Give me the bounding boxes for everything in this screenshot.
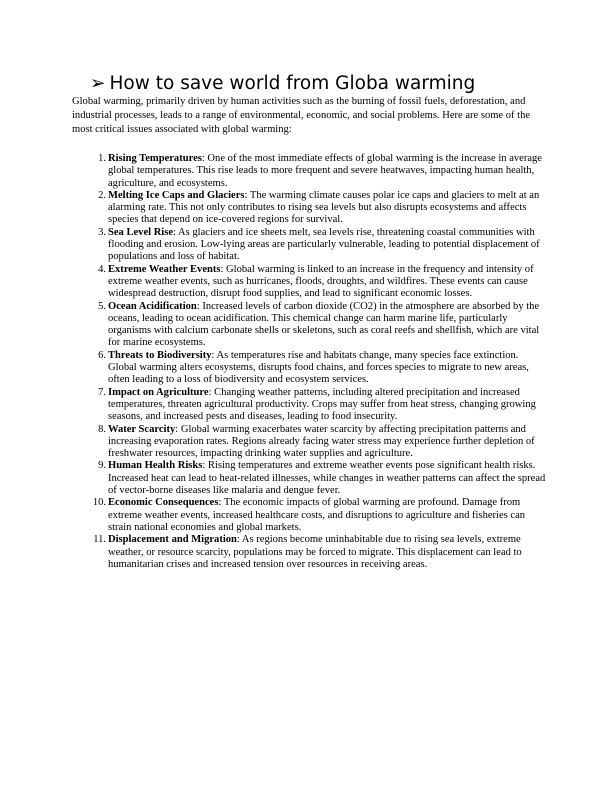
list-item-term: Rising Temperatures (108, 153, 202, 164)
list-item-text: : Changing weather patterns, including altered precipitation and increased temperatures, threaten agricultural productivity. Crops may suffer from heat stress, changing growing seasons, and increased pests and diseases, leading to food insecurity. (108, 386, 536, 423)
list-item (98, 349, 546, 387)
list-item-term: Extreme Weather Events (108, 263, 221, 275)
list-item-text: : As glaciers and ice sheets melt, sea levels rise, threatening coastal communities with flooding and erosion. Low-lying areas are particularly vulnerable, leading to potential displacement of populations and loss of habitat. (108, 226, 540, 263)
list-item-term: Human Health Risks (108, 460, 203, 472)
list-item (98, 153, 546, 190)
list-item-term: Impact on Agriculture (108, 386, 209, 398)
issues-list (92, 153, 546, 571)
list-item (93, 534, 546, 571)
list-item-number: 1. (98, 153, 106, 164)
list-item-number: 9. (98, 460, 106, 472)
list-item-term: Displacement and Migration (108, 534, 237, 546)
list-item-text: : Global warming is linked to an increase in the frequency and intensity of extreme weather events, such as hurricanes, floods, droughts, and wildfires. These events can cause widespread destruction, disrupt food supplies, and lead to significant economic losses. (108, 263, 534, 300)
list-item-text: : Global warming exacerbates water scarcity by affecting precipitation patterns and increasing evaporation rates. Regions already facing water stress may experience further depletion of freshwater resources, impacting drinking water supplies and agriculture. (108, 423, 535, 460)
list-item-number: 6. (98, 349, 106, 361)
intro-paragraph: Global warming, primarily driven by human activities such as the burning of fossil fuels, deforestation, and industrial processes, leads to a range of environmental, economic, and social problems. Here are some of the most critical issues associated with global warming: (72, 96, 531, 136)
list-item-term: Water Scarcity (108, 423, 176, 435)
list-item-term: Melting Ice Caps and Glaciers (108, 189, 245, 201)
list-item-number: 4. (98, 263, 106, 275)
list-item-text: : Rising temperatures and extreme weather events pose significant health risks. Increased heat can lead to heat-related illnesses, while changes in weather patterns can affect the spread of vector-borne diseases like malaria and dengue fever. (108, 460, 546, 497)
list-item (98, 423, 546, 461)
list-item-number: 8. (98, 423, 106, 435)
list-item-number: 3. (98, 226, 106, 238)
list-item-number: 2. (98, 189, 106, 201)
list-item (98, 386, 546, 424)
list-item-text: : One of the most immediate effects of global warming is the increase in average global temperatures. This rise leads to more frequent and severe heatwaves, impacting human health, agriculture, and ecosystems. (108, 153, 542, 189)
list-item (98, 460, 546, 497)
list-item-term: Ocean Acidification (108, 300, 197, 312)
page-title (90, 72, 475, 96)
list-item-text: : As temperatures rise and habitats change, many species face extinction. Global warming alters ecosystems, disrupts food chains, and forces species to migrate to new areas, often leading to a loss of biodiversity and ecosystem services. (108, 349, 529, 386)
list-item-number: 7. (98, 386, 106, 398)
list-item (98, 226, 546, 264)
list-item (98, 300, 546, 350)
list-item-term: Economic Consequences (108, 497, 219, 509)
list-item (98, 189, 546, 227)
list-item-text: : Increased levels of carbon dioxide (CO2) in the atmosphere are absorbed by the oceans, leading to ocean acidification. This chemical change can harm marine life, particularly organisms with calcium carbonate shells or skeletons, such as coral reefs and shellfish, which are vital for marine ecosystems. (108, 300, 540, 349)
list-item-number: 11. (93, 534, 106, 546)
list-item (98, 263, 546, 301)
list-item-text: : The economic impacts of global warming are profound. Damage from extreme weather events, increased healthcare costs, and disruptions to agriculture and fisheries can strain national economies and global markets. (108, 497, 526, 533)
list-item (92, 497, 546, 534)
page-title-text: How to save world from Globa warming (109, 73, 476, 94)
list-item-number: 10. (92, 497, 106, 509)
list-item-term: Sea Level Rise (108, 226, 174, 238)
list-item-text: : The warming climate causes polar ice caps and glaciers to melt at an alarming rate. This not only contributes to rising sea levels but also disrupts ecosystems and affects species that depend on ice-covered regions for survival. (108, 189, 540, 226)
list-item-term: Threats to Biodiversity (108, 349, 212, 361)
list-item-number: 5. (98, 300, 106, 312)
arrow-bullet-icon: ➢ (90, 73, 106, 94)
list-item-text: : As regions become uninhabitable due to rising sea levels, extreme weather, or resource scarcity, populations may be forced to migrate. This displacement can lead to humanitarian crises and increased tension over resources in receiving areas. (108, 534, 522, 570)
